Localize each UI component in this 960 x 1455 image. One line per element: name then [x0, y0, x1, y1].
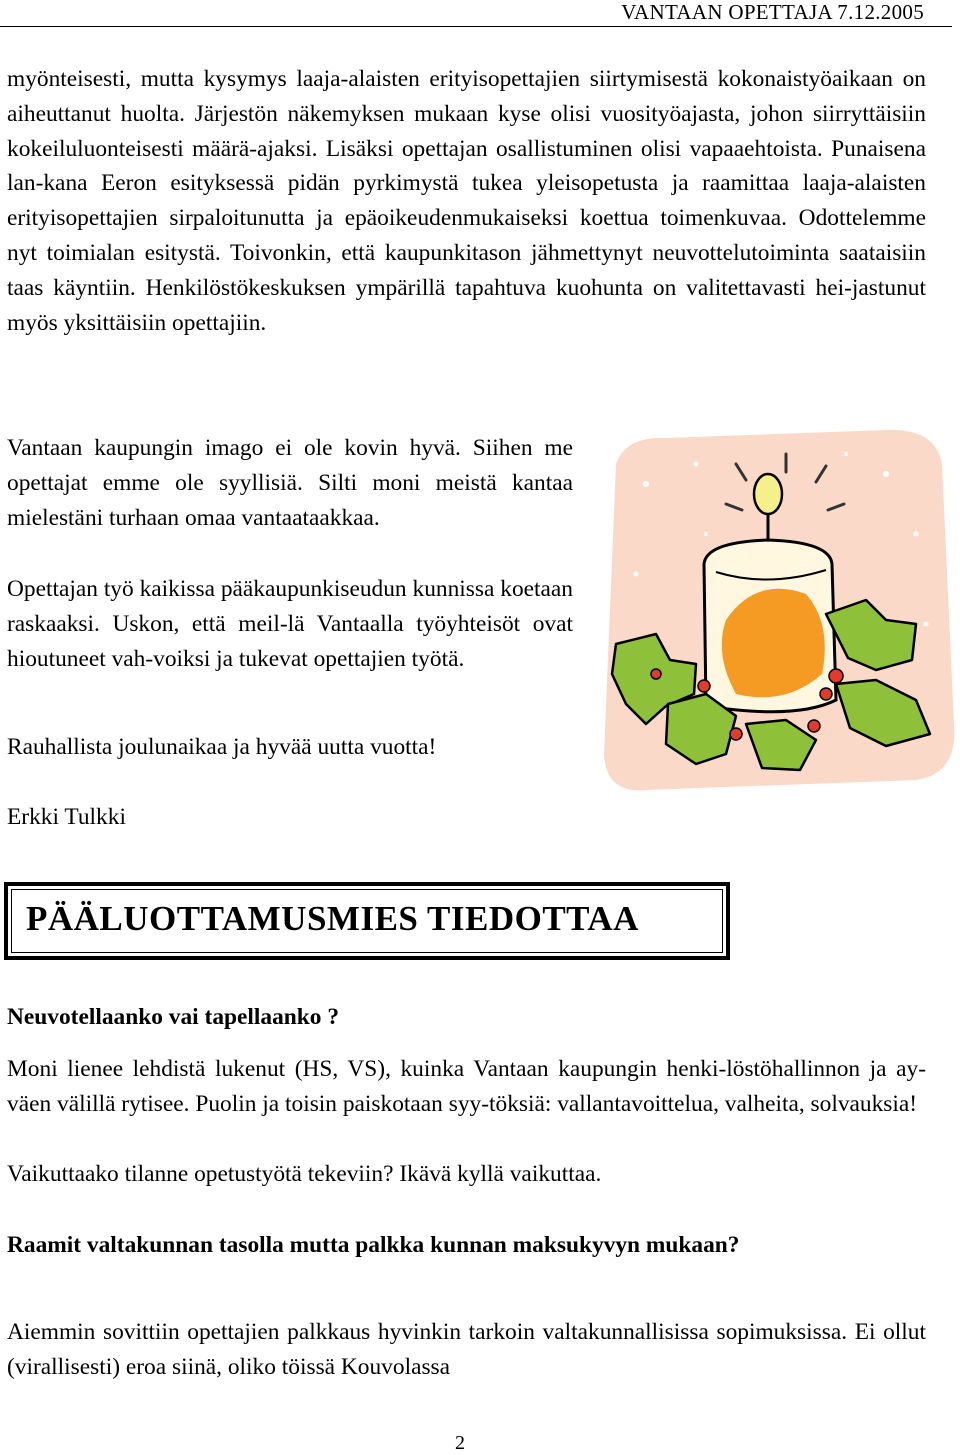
heading-framework: Raamit valtakunnan tasolla mutta palkka kunnan maksukyvyn mukaan? — [7, 1232, 740, 1258]
header-text: VANTAAN OPETTAJA 7.12.2005 — [621, 0, 924, 24]
candle-holly-icon — [586, 424, 958, 796]
paragraph-effect: Vaikuttaako tilanne opetustyötä tekeviin? Ikävä kyllä vaikuttaa. — [7, 1161, 602, 1187]
paragraph-salary: Aiemmin sovittiin opettajien palkkaus hyvinkin tarkoin valtakunnallisissa sopimuksissa. Ei ollut (virallisesti) eroa siinä, oliko töissä Kouvolassa — [7, 1319, 926, 1380]
section-title-box — [4, 882, 730, 960]
section-title: PÄÄLUOTTAMUSMIES TIEDOTTAA — [26, 899, 639, 938]
signature: Erkki Tulkki — [7, 804, 126, 830]
paragraph-imago: Vantaan kaupungin imago ei ole kovin hyvä. Siihen me opettajat emme ole syyllisiä. Silti moni meistä kantaa mielestäni turhaan omaa vantaataakkaa. — [7, 435, 573, 531]
page-number: 2 — [455, 1432, 465, 1454]
paragraph-press: Moni lienee lehdistä lukenut (HS, VS), kuinka Vantaan kaupungin henki-löstöhallinnon ja ay-väen välillä rytisee. Puolin ja toisin paiskotaan syy-töksiä: vallantavoittelua, valheita, solvauksia! — [7, 1056, 926, 1117]
heading-negotiate: Neuvotellaanko vai tapellaanko ? — [7, 1004, 340, 1030]
page-header — [0, 0, 952, 27]
paragraph-teacher-work: Opettajan työ kaikissa pääkaupunkiseudun kunnissa koetaan raskaaksi. Uskon, että meil-lä Vantaalla työyhteisöt ovat hioutuneet vah-voiksi ja tukevat opettajien työtä. — [7, 576, 573, 672]
paragraph-intro: myönteisesti, mutta kysymys laaja-alaisten erityisopettajien siirtymisestä kokonaistyöaikaan on aiheuttanut huolta. Järjestön näkemyksen mukaan kyse olisi vuosityöajasta, johon siirryttäisiin kokeiluluonteisesti määrä-ajaksi. Lisäksi opettajan osallistuminen olisi vapaaehtoista. Punaisena lan-kana Eeron esityksessä pidän pyrkimystä tukea yleisopetusta ja raamittaa laaja-alaisten erityisopettajien sirpaloitunutta ja epäoikeudenmukaiseksi koettua toimenkuvaa. Odottelemme nyt toimialan esitystä. Toivonkin, että kaupunkitason jähmettynyt neuvottelutoiminta saataisiin taas käyntiin. Henkilöstökeskuksen ympärillä tapahtuva kuohunta on valitettavasti hei-jastunut myös yksittäisiin opettajiin. — [7, 66, 926, 336]
paragraph-greeting: Rauhallista joulunaikaa ja hyvää uutta vuotta! — [7, 734, 437, 760]
